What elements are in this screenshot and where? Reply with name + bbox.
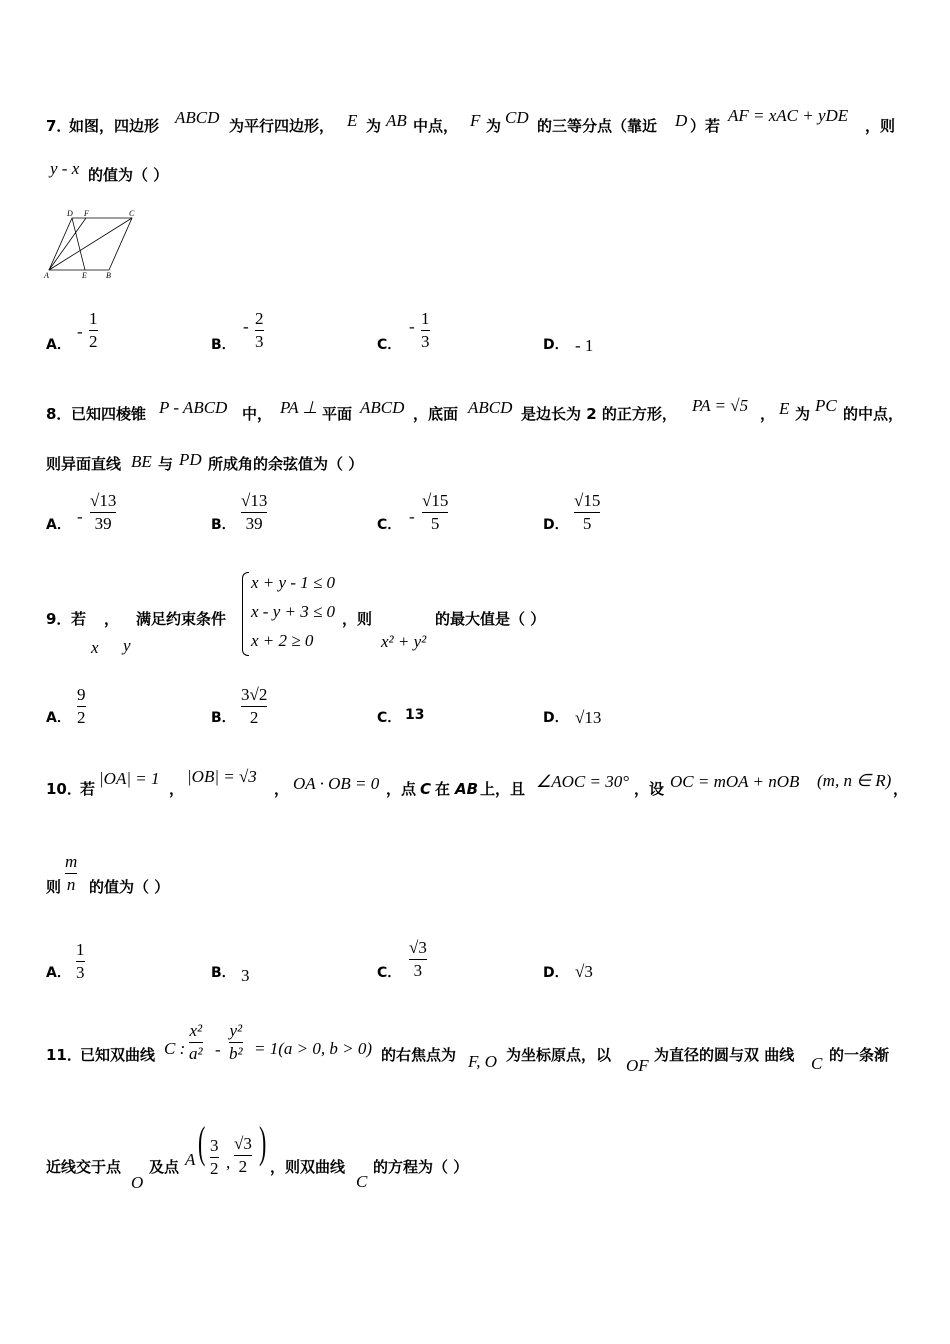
q7-text: 的三等分点（靠近 [537, 117, 658, 135]
q9-option-c-label[interactable]: C． [377, 710, 402, 726]
q11-math: A [185, 1150, 196, 1169]
q9-constraint-1: x + y - 1 ≤ 0 [251, 573, 336, 592]
q11-text: 的方程为（ ） [373, 1158, 469, 1176]
q11-fraction-x2-a2 [189, 1022, 203, 1063]
q10-text: 在 [435, 780, 451, 798]
fig-label-f: F [84, 209, 89, 218]
q10-option-b-value: 3 [241, 966, 250, 985]
q9-option-b-fraction [241, 686, 267, 727]
q11-math: C : [164, 1039, 186, 1058]
q7-option-b-sign: - [243, 317, 249, 336]
q10-option-d-value: √3 [575, 962, 593, 981]
denominator: 5 [582, 514, 592, 533]
q7-math: ABCD [175, 108, 220, 127]
q8-text: ， [760, 405, 776, 423]
q7-text: 的值为（ ） [88, 166, 169, 184]
q10-text: 若 [80, 780, 96, 798]
q8-text: 的中点， [843, 405, 904, 423]
q7-option-b-fraction [255, 310, 264, 351]
q10-math: OA · OB = 0 [293, 774, 380, 793]
q11-text: 为直径的圆与双 曲线 [654, 1046, 795, 1064]
q9-text: 满足约束条件 [136, 610, 227, 628]
q11-math: C [811, 1054, 823, 1073]
q10-math: |OA| = 1 [99, 769, 160, 788]
denominator: 3 [76, 963, 85, 982]
q10-number: 10． [46, 780, 82, 798]
q11-number: 11． [46, 1046, 82, 1064]
q10-text: 则 [46, 878, 62, 896]
q10-text: ， [274, 780, 290, 798]
q10-option-a-fraction [76, 941, 85, 982]
denominator: b² [229, 1044, 243, 1063]
q7-option-a-fraction [89, 310, 98, 351]
q7-option-b-label[interactable]: B． [211, 337, 236, 353]
q7-math: AB [386, 111, 407, 130]
q8-text: ，底面 [413, 405, 459, 423]
q9-option-a-fraction [77, 686, 86, 727]
q7-option-c-fraction [421, 310, 430, 351]
q7-option-d-value: - 1 [575, 336, 594, 355]
denominator: 3 [413, 961, 423, 980]
q8-option-a-sign: - [77, 507, 83, 526]
fig-label-c: C [129, 209, 135, 218]
denominator: 2 [249, 708, 259, 727]
q8-option-a-label[interactable]: A． [46, 517, 71, 533]
segment-af [49, 218, 86, 270]
denominator: 39 [245, 514, 263, 533]
denominator: 2 [210, 1159, 219, 1178]
q10-option-d-label[interactable]: D． [543, 965, 569, 981]
q8-number: 8． [46, 405, 72, 423]
numerator: x² [189, 1021, 203, 1040]
q10-text: ，点 [386, 780, 417, 798]
q8-option-d-fraction [574, 492, 600, 533]
numerator: √13 [90, 491, 117, 510]
q8-text: 所成角的余弦值为（ ） [208, 455, 364, 473]
q9-math-y: y [123, 636, 131, 655]
denominator: 39 [94, 514, 112, 533]
q7-text: ）若 [690, 117, 721, 135]
q8-text: 平面 [322, 405, 353, 423]
q10-option-c-fraction [409, 939, 427, 980]
q10-text: ， [893, 780, 909, 798]
q9-constraint-brace [242, 572, 249, 656]
q7-option-a-sign: - [77, 322, 83, 341]
q8-math: PA = √5 [692, 396, 749, 415]
denominator: 3 [421, 332, 430, 351]
numerator: 2 [255, 309, 264, 328]
q10-text: ， [169, 780, 185, 798]
q10-math: (m, n ∈ R) [817, 771, 892, 790]
q8-option-c-label[interactable]: C． [377, 517, 402, 533]
q7-math: F [470, 111, 481, 130]
q11-point-a-x [210, 1137, 219, 1178]
q9-constraint-2: x - y + 3 ≤ 0 [251, 602, 336, 621]
numerator: y² [229, 1021, 243, 1040]
q9-text: 的最大值是（ ） [435, 610, 546, 628]
q8-math: PC [815, 396, 837, 415]
q9-option-b-label[interactable]: B． [211, 710, 236, 726]
q7-math: y - x [50, 159, 80, 178]
denominator: 2 [89, 332, 98, 351]
numerator: 9 [77, 685, 86, 704]
q9-text: ， [104, 610, 120, 628]
q11-comma: , [226, 1153, 231, 1172]
q8-math: P - ABCD [159, 398, 228, 417]
q11-text: 及点 [149, 1158, 180, 1176]
q7-option-a-label[interactable]: A． [46, 337, 71, 353]
denominator: 2 [77, 708, 86, 727]
q11-point-a-y [234, 1135, 252, 1176]
q7-text: 为平行四边形， [229, 117, 335, 135]
q11-math: C [356, 1172, 368, 1191]
q11-text: 的右焦点为 [381, 1046, 457, 1064]
q11-math: = 1(a > 0, b > 0) [254, 1039, 372, 1058]
q10-segment-ab: AB [455, 780, 479, 798]
q9-number: 9． [46, 610, 72, 628]
q11-minus: - [215, 1040, 221, 1059]
q7-option-c-label[interactable]: C． [377, 337, 402, 353]
q11-fraction-y2-b2 [229, 1022, 243, 1063]
q8-math: BE [131, 452, 152, 471]
q7-text: ，则 [865, 117, 896, 135]
q9-option-a-label[interactable]: A． [46, 710, 71, 726]
denominator: a² [189, 1044, 203, 1063]
q8-text: 中， [242, 405, 273, 423]
q10-point-c: C [420, 780, 432, 798]
numerator: √13 [241, 491, 268, 510]
q8-option-d-label[interactable]: D． [543, 517, 569, 533]
numerator: 1 [89, 309, 98, 328]
q7-option-c-sign: - [409, 317, 415, 336]
q8-text: 与 [158, 455, 174, 473]
denominator: n [66, 875, 76, 894]
numerator: 1 [421, 309, 430, 328]
q7-text: 如图，四边形 [69, 117, 160, 135]
q9-math-x: x [91, 638, 99, 657]
q9-math-expr: x² + y² [381, 632, 427, 651]
q7-option-d-label[interactable]: D． [543, 337, 569, 353]
fig-label-a: A [44, 271, 49, 280]
q10-text: ，设 [634, 780, 665, 798]
denominator: 3 [255, 332, 264, 351]
q7-text: 中点， [413, 117, 459, 135]
numerator: 1 [76, 940, 85, 959]
q11-text: ，则双曲线 [270, 1158, 346, 1176]
q11-left-paren: ( [198, 1118, 206, 1167]
q10-option-c-label[interactable]: C． [377, 965, 402, 981]
q7-text: 为 [486, 117, 502, 135]
q10-math: ∠AOC = 30° [536, 772, 630, 791]
q11-text: 为坐标原点，以 [506, 1046, 612, 1064]
q8-math: PA ⊥ [280, 398, 318, 417]
q9-option-c-value: 13 [405, 707, 425, 723]
q8-text: 则异面直线 [46, 455, 122, 473]
q11-math: OF [626, 1056, 649, 1075]
q8-option-b-label[interactable]: B． [211, 517, 236, 533]
fig-label-b: B [106, 271, 111, 280]
numerator: 3 [210, 1136, 219, 1155]
fig-label-e: E [82, 271, 87, 280]
q8-text: 已知四棱锥 [71, 405, 147, 423]
q7-vector-equation: AF = xAC + yDE [728, 106, 849, 125]
q9-text: 若 [71, 610, 87, 628]
q7-number: 7． [46, 117, 72, 135]
q7-parallelogram-figure [40, 206, 140, 280]
q10-text: 的值为（ ） [89, 878, 170, 896]
q9-constraint-3: x + 2 ≥ 0 [251, 631, 314, 650]
q11-text: 近线交于点 [46, 1158, 122, 1176]
q10-option-a-label[interactable]: A． [46, 965, 71, 981]
denominator: 5 [430, 514, 440, 533]
q7-math: D [675, 111, 688, 130]
diagonal-ac [49, 218, 132, 270]
q8-math: ABCD [468, 398, 513, 417]
q11-math: O [131, 1173, 144, 1192]
q9-option-d-value: √13 [575, 708, 602, 727]
fig-label-d: D [67, 209, 73, 218]
q8-math: PD [179, 450, 202, 469]
q9-text: ，则 [342, 610, 373, 628]
denominator: 2 [238, 1157, 248, 1176]
q7-text: 为 [366, 117, 382, 135]
numerator: 3√2 [241, 685, 268, 704]
q11-text: 的一条渐 [829, 1046, 890, 1064]
numerator: √3 [234, 1134, 252, 1153]
q10-option-b-label[interactable]: B． [211, 965, 236, 981]
q8-math: ABCD [360, 398, 405, 417]
segment-de [72, 218, 85, 270]
q8-text: 为 [795, 405, 811, 423]
q8-math: E [779, 399, 790, 418]
q9-option-d-label[interactable]: D． [543, 710, 569, 726]
numerator: √15 [422, 491, 449, 510]
q11-math: F, O [468, 1052, 497, 1071]
q7-math: E [347, 111, 358, 130]
q10-fraction-m-over-n [65, 853, 77, 894]
numerator: √15 [574, 491, 601, 510]
q8-option-c-fraction [422, 492, 448, 533]
numerator: √3 [409, 938, 427, 957]
q8-option-b-fraction [241, 492, 267, 533]
q10-text: 上，且 [480, 780, 526, 798]
q10-math: |OB| = √3 [187, 767, 257, 786]
q8-text: 是边长为 2 的正方形， [521, 405, 677, 423]
q11-text: 已知双曲线 [80, 1046, 156, 1064]
q11-right-paren: ) [259, 1118, 267, 1167]
q8-option-c-sign: - [409, 507, 415, 526]
q7-math: CD [505, 108, 529, 127]
numerator: m [65, 852, 78, 871]
q8-option-a-fraction [90, 492, 116, 533]
q10-math: OC = mOA + nOB [670, 772, 800, 791]
